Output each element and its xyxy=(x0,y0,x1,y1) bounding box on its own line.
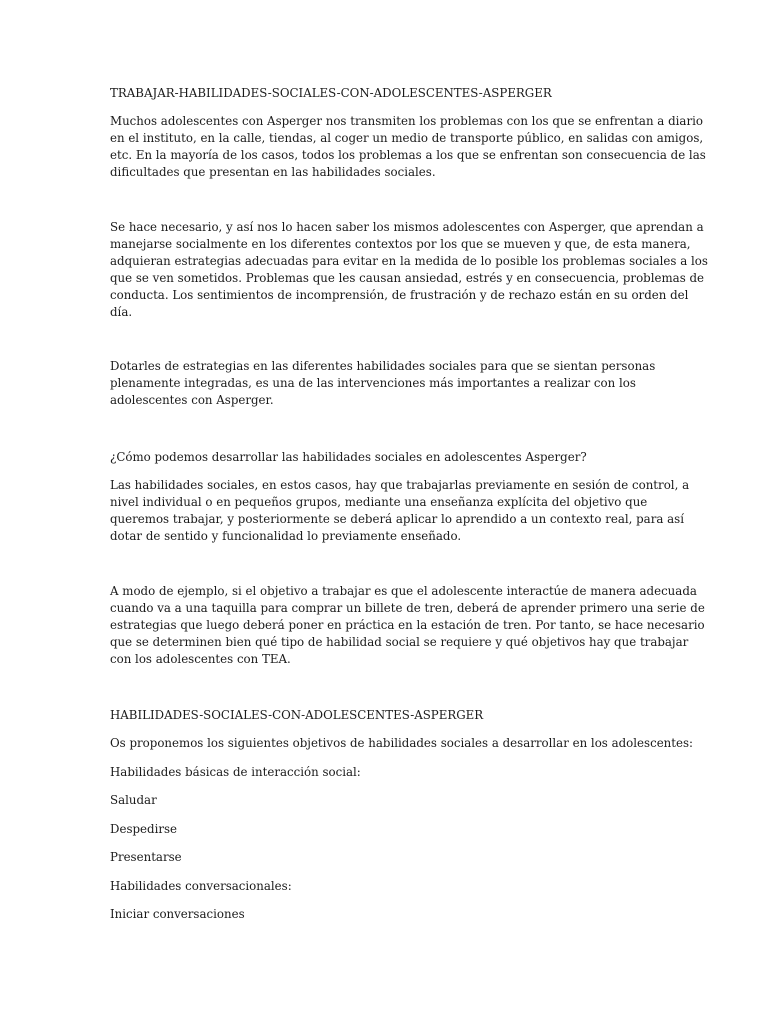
paragraph-line: nivel individual o en pequeños grupos, mediante una enseñanza explícita del objetivo que xyxy=(110,495,648,509)
paragraph-line: con los adolescentes con TEA. xyxy=(110,652,291,666)
list-item-despedirse: Despedirse xyxy=(110,822,178,836)
paragraph-line: Las habilidades sociales, en estos casos, hay que trabajarlas previamente en sesión de control, a xyxy=(110,478,690,492)
question-heading: ¿Cómo podemos desarrollar las habilidades sociales en adolescentes Asperger? xyxy=(110,450,587,464)
paragraph-line: adolescentes con Asperger. xyxy=(110,393,274,407)
paragraph-line: etc. En la mayoría de los casos, todos los problemas a los que se enfrentan son consecuencia de las xyxy=(110,148,706,162)
paragraph-line: Se hace necesario, y así nos lo hacen saber los mismos adolescentes con Asperger, que aprendan a xyxy=(110,220,704,234)
paragraph-line: cuando va a una taquilla para comprar un billete de tren, deberá de aprender primero una serie de xyxy=(110,601,705,615)
paragraph-line: día. xyxy=(110,305,133,319)
paragraph-line: manejarse socialmente en los diferentes contextos por los que se mueven y que, de esta manera, xyxy=(110,237,691,251)
document-title: TRABAJAR-HABILIDADES-SOCIALES-CON-ADOLESCENTES-ASPERGER xyxy=(110,86,552,100)
subsection-basic-skills: Habilidades básicas de interacción social: xyxy=(110,765,361,779)
section-heading: HABILIDADES-SOCIALES-CON-ADOLESCENTES-ASPERGER xyxy=(110,708,484,722)
list-item-presentarse: Presentarse xyxy=(110,850,182,864)
subsection-conversational-skills: Habilidades conversacionales: xyxy=(110,879,292,893)
list-item-saludar: Saludar xyxy=(110,793,157,807)
paragraph-line: conducta. Los sentimientos de incomprensión, de frustración y de rechazo están en su orden del xyxy=(110,288,689,302)
paragraph-line: dificultades que presentan en las habilidades sociales. xyxy=(110,165,436,179)
paragraph-line: A modo de ejemplo, si el objetivo a trabajar es que el adolescente interactúe de manera adecuada xyxy=(110,584,697,598)
paragraph-line: en el instituto, en la calle, tiendas, al coger un medio de transporte público, en salidas con amigos, xyxy=(110,131,704,145)
paragraph-need xyxy=(110,219,708,321)
paragraph-intro xyxy=(110,113,706,181)
paragraph-method xyxy=(110,477,690,545)
paragraph-line: dotar de sentido y funcionalidad lo previamente enseñado. xyxy=(110,529,462,543)
list-item-iniciar-conversaciones: Iniciar conversaciones xyxy=(110,907,245,921)
paragraph-line: que se ven sometidos. Problemas que les causan ansiedad, estrés y en consecuencia, problemas de xyxy=(110,271,705,285)
objectives-intro: Os proponemos los siguientes objetivos de habilidades sociales a desarrollar en los adolescentes: xyxy=(110,736,694,750)
paragraph-line: adquieran estrategias adecuadas para evitar en la medida de lo posible los problemas sociales a los xyxy=(110,254,708,268)
paragraph-line: queremos trabajar, y posteriormente se deberá aplicar lo aprendido a un contexto real, para así xyxy=(110,512,684,526)
paragraph-example xyxy=(110,583,705,668)
paragraph-line: Muchos adolescentes con Asperger nos transmiten los problemas con los que se enfrentan a diario xyxy=(110,114,703,128)
paragraph-line: estrategias que luego deberá poner en práctica en la estación de tren. Por tanto, se hace necesario xyxy=(110,618,705,632)
paragraph-strategies xyxy=(110,358,655,409)
paragraph-line: plenamente integradas, es una de las intervenciones más importantes a realizar con los xyxy=(110,376,636,390)
paragraph-line: Dotarles de estrategias en las diferentes habilidades sociales para que se sientan personas xyxy=(110,359,656,373)
paragraph-line: que se determinen bien qué tipo de habilidad social se requiere y qué objetivos hay que trabajar xyxy=(110,635,689,649)
